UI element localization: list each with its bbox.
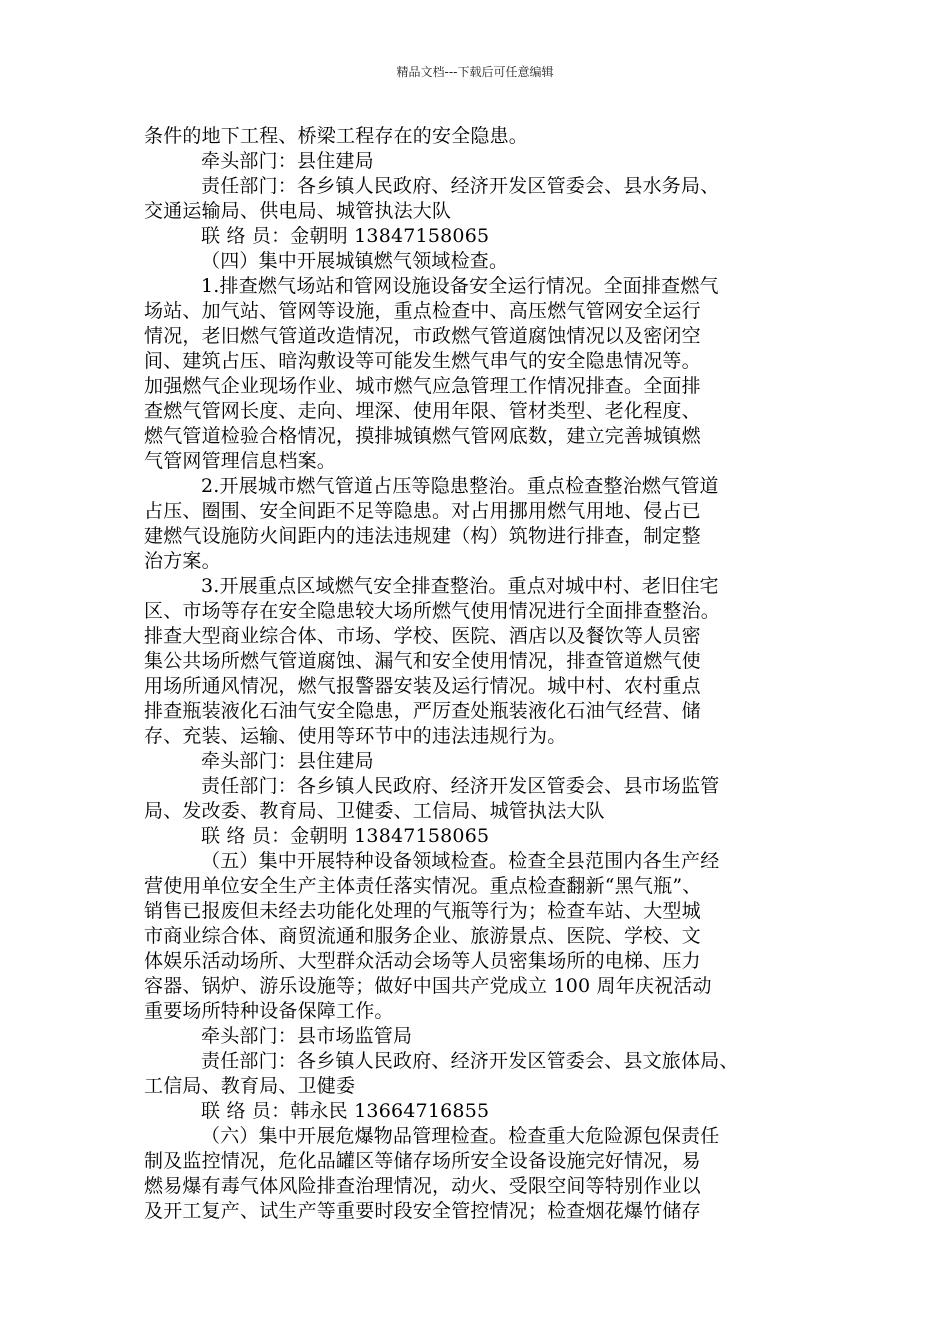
text-line: （五）集中开展特种设备领域检查。检查全县范围内各生产经 bbox=[201, 850, 720, 872]
page-header: 精品文档---下载后可任意编辑 bbox=[396, 65, 554, 79]
text-line: （四）集中开展城镇燃气领域检查。 bbox=[201, 250, 509, 272]
text-line: 交通运输局、供电局、城管执法大队 bbox=[144, 200, 452, 222]
text-line: 局、发改委、教育局、卫健委、工信局、城管执法大队 bbox=[144, 800, 605, 822]
text-line: 存、充装、运输、使用等环节中的违法违规行为。 bbox=[144, 725, 567, 747]
text-line: （六）集中开展危爆物品管理检查。检查重大危险源包保责任 bbox=[201, 1125, 720, 1147]
text-line: 查燃气管网长度、走向、埋深、使用年限、管材类型、老化程度、 bbox=[144, 400, 701, 422]
text-line: 1.排查燃气场站和管网设施设备安全运行情况。全面排查燃气 bbox=[201, 275, 719, 297]
text-line: 营使用单位安全生产主体责任落实情况。重点检查翻新“黑气瓶”、 bbox=[144, 875, 702, 897]
text-line: 用场所通风情况，燃气报警器安装及运行情况。城中村、农村重点 bbox=[144, 675, 701, 697]
text-line: 加强燃气企业现场作业、城市燃气应急管理工作情况排查。全面排 bbox=[144, 375, 701, 397]
text-line: 联 络 员：韩永民 13664716855 bbox=[201, 1100, 490, 1122]
text-line: 场站、加气站、管网等设施，重点检查中、高压燃气管网安全运行 bbox=[144, 300, 701, 322]
text-line: 占压、圈围、安全间距不足等隐患。对占用挪用燃气用地、侵占已 bbox=[144, 500, 701, 522]
text-line: 燃气管道检验合格情况，摸排城镇燃气管网底数，建立完善城镇燃 bbox=[144, 425, 701, 447]
text-line: 联 络 员：金朝明 13847158065 bbox=[201, 825, 490, 847]
text-line: 责任部门：各乡镇人民政府、经济开发区管委会、县市场监管 bbox=[201, 775, 720, 797]
text-line: 2.开展城市燃气管道占压等隐患整治。重点检查整治燃气管道 bbox=[201, 475, 719, 497]
text-line: 责任部门：各乡镇人民政府、经济开发区管委会、县水务局、 bbox=[201, 175, 720, 197]
text-line: 及开工复产、试生产等重要时段安全管控情况；检查烟花爆竹储存 bbox=[144, 1200, 701, 1222]
text-line: 排查大型商业综合体、市场、学校、医院、酒店以及餐饮等人员密 bbox=[144, 625, 701, 647]
text-line: 工信局、教育局、卫健委 bbox=[144, 1075, 356, 1097]
text-line: 条件的地下工程、桥梁工程存在的安全隐患。 bbox=[144, 125, 529, 147]
document-body bbox=[144, 124, 812, 1224]
text-line: 治方案。 bbox=[144, 550, 221, 572]
text-line: 联 络 员：金朝明 13847158065 bbox=[201, 225, 490, 247]
text-line: 销售已报废但未经去功能化处理的气瓶等行为；检查车站、大型城 bbox=[144, 900, 701, 922]
text-line: 情况，老旧燃气管道改造情况，市政燃气管道腐蚀情况以及密闭空 bbox=[144, 325, 701, 347]
text-line: 燃易爆有毒气体风险排查治理情况，动火、受限空间等特别作业以 bbox=[144, 1175, 701, 1197]
text-line: 排查瓶装液化石油气安全隐患，严厉查处瓶装液化石油气经营、储 bbox=[144, 700, 701, 722]
text-line: 重要场所特种设备保障工作。 bbox=[144, 1000, 394, 1022]
text-line: 市商业综合体、商贸流通和服务企业、旅游景点、医院、学校、文 bbox=[144, 925, 701, 947]
text-line: 容器、锅炉、游乐设施等；做好中国共产党成立 100 周年庆祝活动 bbox=[144, 975, 712, 997]
text-line: 集公共场所燃气管道腐蚀、漏气和安全使用情况，排查管道燃气使 bbox=[144, 650, 701, 672]
text-line: 牵头部门：县住建局 bbox=[201, 750, 374, 772]
text-line: 气管网管理信息档案。 bbox=[144, 450, 337, 472]
text-line: 间、建筑占压、暗沟敷设等可能发生燃气串气的安全隐患情况等。 bbox=[144, 350, 701, 372]
text-line: 牵头部门：县市场监管局 bbox=[201, 1025, 413, 1047]
text-line: 牵头部门：县住建局 bbox=[201, 150, 374, 172]
text-line: 责任部门：各乡镇人民政府、经济开发区管委会、县文旅体局、 bbox=[201, 1050, 739, 1072]
text-line: 体娱乐活动场所、大型群众活动会场等人员密集场所的电梯、压力 bbox=[144, 950, 701, 972]
text-line: 制及监控情况，危化品罐区等储存场所安全设备设施完好情况，易 bbox=[144, 1150, 701, 1172]
text-line: 建燃气设施防火间距内的违法违规建（构）筑物进行排查，制定整 bbox=[144, 525, 701, 547]
text-line: 区、市场等存在安全隐患较大场所燃气使用情况进行全面排查整治。 bbox=[144, 600, 721, 622]
text-line: 3.开展重点区域燃气安全排查整治。重点对城中村、老旧住宅 bbox=[201, 575, 719, 597]
